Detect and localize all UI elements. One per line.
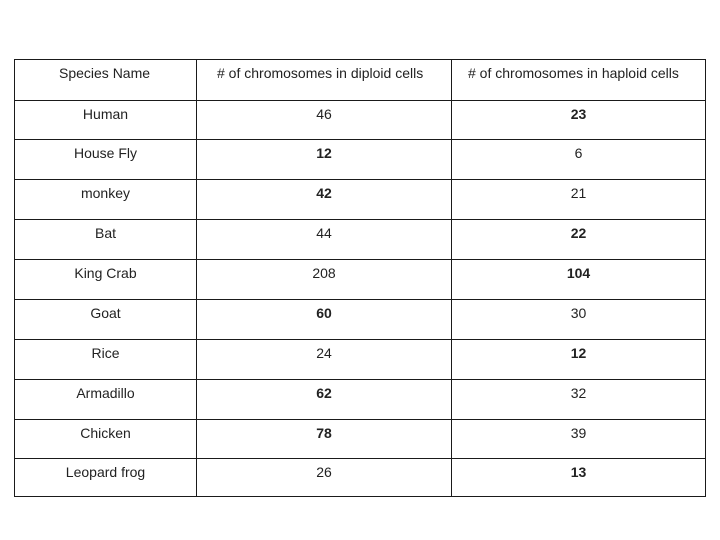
diploid-cell: 78 xyxy=(196,420,451,459)
species-cell: Armadillo xyxy=(76,385,135,401)
diploid-cell: 208 xyxy=(196,260,451,300)
species-cell: Chicken xyxy=(80,425,131,441)
haploid-cell: 104 xyxy=(451,260,705,300)
header-species-name: Species Name xyxy=(59,65,151,81)
table-row xyxy=(15,379,705,420)
header-haploid: # of chromosomes in haploid cells xyxy=(451,60,705,100)
table-row xyxy=(15,100,705,140)
haploid-cell: 22 xyxy=(451,220,705,260)
haploid-cell: 13 xyxy=(451,459,705,497)
haploid-cell: 30 xyxy=(451,300,705,340)
haploid-cell: 12 xyxy=(451,340,705,380)
species-cell: monkey xyxy=(80,185,131,201)
haploid-cell: 39 xyxy=(451,420,705,459)
species-cell: Goat xyxy=(90,305,121,321)
diploid-cell: 46 xyxy=(196,101,451,140)
haploid-cell: 6 xyxy=(451,140,705,180)
species-cell: House Fly xyxy=(73,145,138,161)
diploid-cell: 60 xyxy=(196,300,451,340)
diploid-cell: 26 xyxy=(196,459,451,497)
species-cell: Rice xyxy=(91,345,120,361)
haploid-cell: 21 xyxy=(451,180,705,220)
species-cell: Leopard frog xyxy=(65,464,146,480)
species-cell: Human xyxy=(82,106,129,122)
diploid-cell: 42 xyxy=(196,180,451,220)
table-row xyxy=(15,299,705,340)
table-row xyxy=(15,458,705,497)
table-row xyxy=(15,259,705,300)
diploid-cell: 12 xyxy=(196,140,451,180)
table-row xyxy=(15,419,705,459)
species-cell: Bat xyxy=(94,225,116,241)
table-row xyxy=(15,219,705,260)
table-row xyxy=(15,179,705,220)
haploid-cell: 23 xyxy=(451,101,705,140)
table-row xyxy=(15,139,705,180)
table-header-row xyxy=(15,60,705,100)
diploid-cell: 62 xyxy=(196,380,451,420)
diploid-cell: 24 xyxy=(196,340,451,380)
species-cell: King Crab xyxy=(74,265,137,281)
haploid-cell: 32 xyxy=(451,380,705,420)
chromosome-table xyxy=(14,59,706,497)
diploid-cell: 44 xyxy=(196,220,451,260)
header-diploid: # of chromosomes in diploid cells xyxy=(196,60,451,100)
table-row xyxy=(15,339,705,380)
